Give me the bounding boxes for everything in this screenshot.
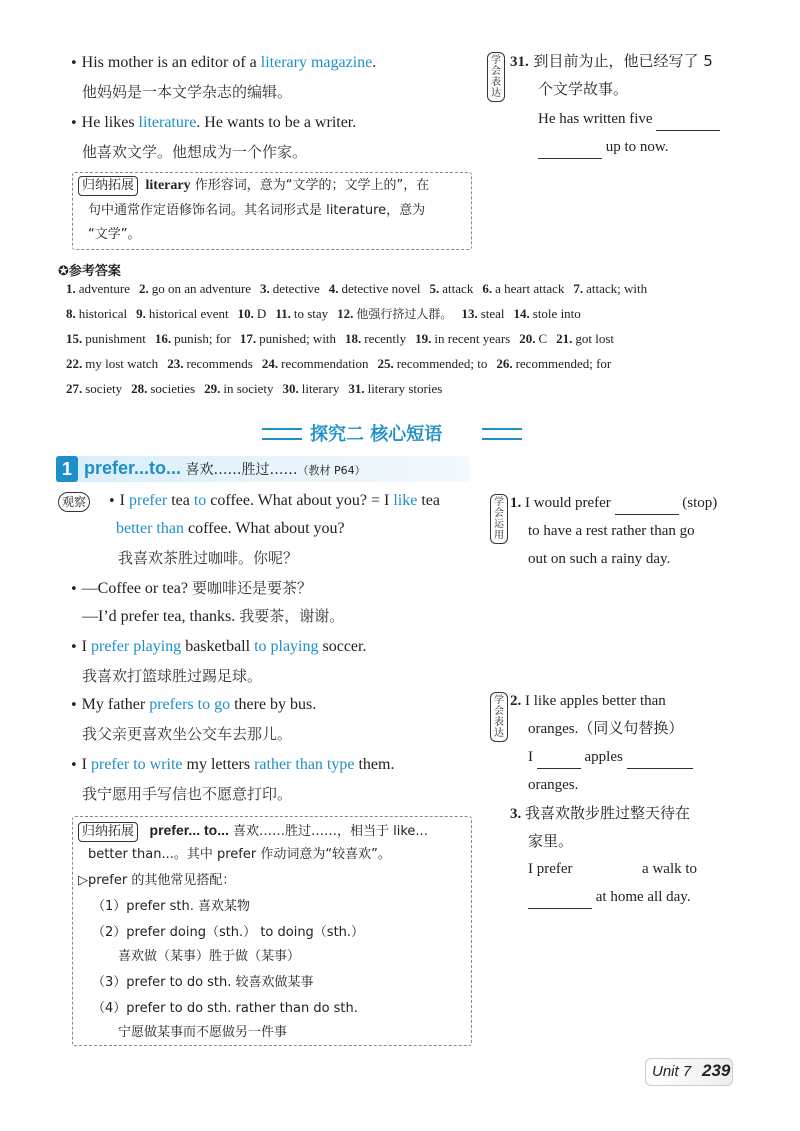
answer-item: 18. recently xyxy=(345,331,407,346)
example-prefer-1: • I prefer tea to coffee. What about you? = I like tea xyxy=(108,492,440,509)
note-prefer-line1: 归纳拓展 prefer... to... 喜欢……胜过……，相当于 like... xyxy=(78,820,428,842)
note-literary-line3: “文学”。 xyxy=(88,227,141,242)
example-prefer-2b: —I’d prefer tea, thanks. 我要茶，谢谢。 xyxy=(82,607,345,625)
example-prefer-3-zh: 我喜欢打篮球胜过踢足球。 xyxy=(82,667,263,685)
answer-blank[interactable] xyxy=(615,492,679,515)
highlight-literature: literature xyxy=(138,114,197,131)
answer-item: 23. recommends xyxy=(167,356,253,371)
answer-item: 20. C xyxy=(519,331,548,346)
answer-item: 26. recommended; for xyxy=(496,356,612,371)
note-literary-line2: 句中通常作定语修饰名词。其名词形式是 literature，意为 xyxy=(88,203,426,218)
note-prefer-item2-zh: 喜欢做（某事）胜于做（某事） xyxy=(118,949,301,964)
answer-item: 27. society xyxy=(66,381,123,396)
q31-zh-line1: 31. 到目前为止，他已经写了 5 xyxy=(510,52,713,70)
page-footer: Unit 7 239 xyxy=(645,1058,733,1086)
answer-item: 13. steal xyxy=(461,306,505,321)
example-literature-zh: 他喜欢文学。他想成为一个作家。 xyxy=(82,143,308,161)
q1-line2: to have a rest rather than go xyxy=(528,523,695,539)
answers-icon: ✪ xyxy=(58,264,69,279)
q3-zh-line1: 3. 我喜欢散步胜过整天待在 xyxy=(510,804,691,822)
note-prefer-line2: better than...。其中 prefer 作动词意为“较喜欢”。 xyxy=(88,847,391,862)
answer-item: 24. recommendation xyxy=(261,356,369,371)
example-prefer-1b: better than coffee. What about you? xyxy=(116,520,345,537)
answer-blank-unruled[interactable] xyxy=(576,858,638,880)
note-tag: 归纳拓展 xyxy=(78,176,138,196)
note-prefer-item2: （2）prefer doing（sth.） to doing（sth.） xyxy=(92,925,365,940)
answers-title: ✪参考答案 xyxy=(58,264,121,279)
answer-item: 16. punish; for xyxy=(154,331,231,346)
answer-item: 1. adventure xyxy=(66,281,131,296)
answer-blank[interactable] xyxy=(538,136,602,159)
example-literary-magazine-zh: 他妈妈是一本文学杂志的编辑。 xyxy=(82,83,293,101)
example-prefer-5: • I prefer to write my letters rather than type them. xyxy=(70,756,395,773)
example-prefer-4-zh: 我父亲更喜欢坐公交车去那儿。 xyxy=(82,725,293,743)
tag-learn-express-2: 学会表达 xyxy=(490,692,508,742)
section-header xyxy=(262,422,542,445)
answer-item: 14. stole into xyxy=(513,306,581,321)
answer-item: 12. 他强行挤过人群。 xyxy=(337,306,453,321)
answer-item: 28. societies xyxy=(131,381,196,396)
phrase-number: 1 xyxy=(56,456,78,482)
answers-block xyxy=(66,280,656,405)
answer-blank[interactable] xyxy=(537,746,581,769)
answer-item: 4. detective novel xyxy=(328,281,421,296)
answer-item: 9. historical event xyxy=(136,306,229,321)
answers-row xyxy=(66,305,656,330)
observe-tag: 观察 xyxy=(58,492,90,512)
answer-item: 22. my lost watch xyxy=(66,356,159,371)
q2-line2: oranges.（同义句替换） xyxy=(528,721,684,737)
answer-item: 8. historical xyxy=(66,306,128,321)
answer-item: 31. literary stories xyxy=(348,381,443,396)
answer-item: 30. literary xyxy=(282,381,340,396)
answer-item: 6. a heart attack xyxy=(482,281,565,296)
note-prefer-line3: ▷prefer 的其他常见搭配： xyxy=(78,873,236,888)
note-prefer-item3: （3）prefer to do sth. 较喜欢做某事 xyxy=(92,975,314,990)
answer-item: 11. to stay xyxy=(275,306,329,321)
answers-row xyxy=(66,280,656,305)
q31-zh-line2: 个文学故事。 xyxy=(538,80,629,98)
q1-line3: out on such a rainy day. xyxy=(528,551,671,567)
note-prefer-item4: （4）prefer to do sth. rather than do sth. xyxy=(92,1001,358,1016)
note-literary-line1: 归纳拓展 literary 作形容词，意为“文学的；文学上的”，在 xyxy=(78,176,429,196)
example-prefer-3: • I prefer playing basketball to playing soccer. xyxy=(70,638,367,655)
section-rule-left xyxy=(262,428,302,440)
answers-row xyxy=(66,330,656,355)
answer-item: 21. got lost xyxy=(556,331,615,346)
section-title: 探究二 核心短语 xyxy=(310,424,443,445)
q3-line2: at home all day. xyxy=(528,886,691,909)
example-prefer-2: • —Coffee or tea? 要咖啡还是要茶？ xyxy=(70,579,313,597)
q31-en-line2: up to now. xyxy=(538,136,669,159)
note-prefer-item4-zh: 宁愿做某事而不愿做另一件事 xyxy=(118,1025,288,1040)
tag-learn-express: 学会表达 xyxy=(487,52,505,102)
answer-item: 25. recommended; to xyxy=(377,356,488,371)
q3-zh-line2: 家里。 xyxy=(528,832,574,850)
answer-item: 10. D xyxy=(237,306,267,321)
answer-item: 17. punished; with xyxy=(239,331,337,346)
example-prefer-1-zh: 我喜欢茶胜过咖啡。你呢？ xyxy=(118,549,299,567)
highlight-literary-magazine: literary magazine xyxy=(260,54,373,71)
triangle-icon: ▷ xyxy=(78,873,88,888)
q31-en-line1: He has written five xyxy=(538,108,720,131)
q2-line1: 2. I like apples better than xyxy=(510,693,666,709)
answer-blank[interactable] xyxy=(656,108,720,131)
q1-line1: 1. I would prefer (stop) xyxy=(510,492,717,515)
tag-learn-use: 学会运用 xyxy=(490,494,508,544)
example-prefer-4: • My father prefers to go there by bus. xyxy=(70,696,317,713)
answer-item: 15. punishment xyxy=(66,331,146,346)
q3-line1: I prefer a walk to xyxy=(528,858,697,880)
answer-item: 5. attack xyxy=(429,281,474,296)
q2-line4: oranges. xyxy=(528,777,579,793)
answer-item: 3. detective xyxy=(260,281,320,296)
q2-line3: I apples xyxy=(528,746,693,769)
answers-row xyxy=(66,380,656,405)
answer-item: 19. in recent years xyxy=(415,331,511,346)
answer-item: 2. go on an adventure xyxy=(139,281,252,296)
example-literature: • He likes literature. He wants to be a writer. xyxy=(70,114,357,131)
answer-blank[interactable] xyxy=(528,886,592,909)
example-prefer-5-zh: 我宁愿用手写信也不愿意打印。 xyxy=(82,785,293,803)
note-prefer-item1: （1）prefer sth. 喜欢某物 xyxy=(92,899,251,914)
answer-item: 29. in society xyxy=(204,381,274,396)
answers-row xyxy=(66,355,656,380)
answer-blank[interactable] xyxy=(627,746,693,769)
answer-item: 7. attack; with xyxy=(573,281,648,296)
example-literary-magazine: • His mother is an editor of a literary magazine. xyxy=(70,54,377,71)
section-rule-right xyxy=(482,428,522,440)
phrase-title: prefer...to... 喜欢……胜过……（教材 P64） xyxy=(84,458,366,478)
